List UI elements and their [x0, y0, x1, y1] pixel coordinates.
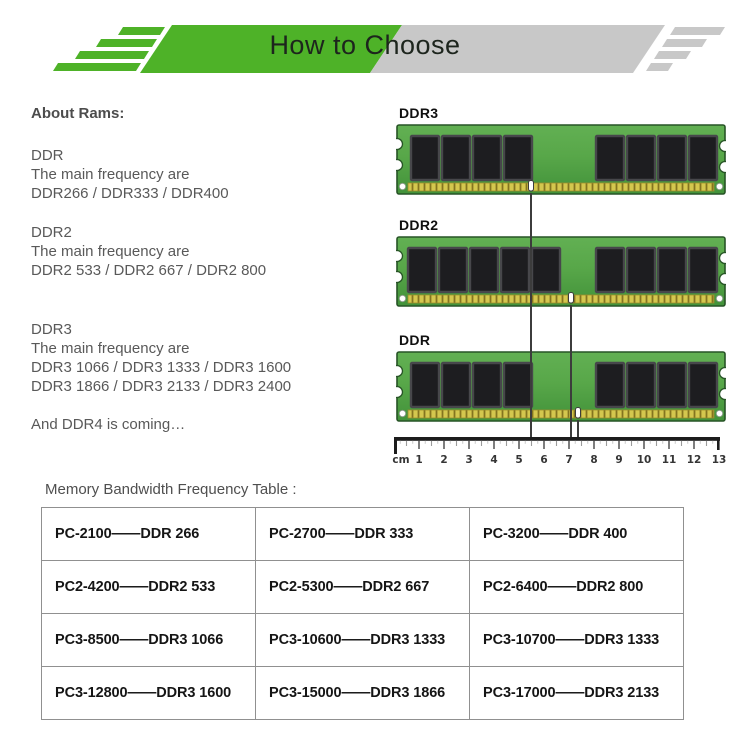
table-heading: Memory Bandwidth Frequency Table :: [45, 481, 297, 498]
svg-text:5: 5: [515, 454, 523, 466]
svg-text:4: 4: [490, 454, 498, 466]
svg-text:11: 11: [661, 454, 677, 466]
module-label-ddr3: DDR3: [399, 105, 439, 121]
ddr2-freq-list: DDR2 533 / DDR2 667 / DDR2 800: [31, 262, 267, 279]
module-label-ddr: DDR: [399, 332, 431, 348]
table-cell: PC2-6400——DDR2 800: [470, 561, 684, 614]
table-row: [42, 667, 684, 720]
module-label-ddr2: DDR2: [399, 217, 439, 233]
table-cell: PC2-4200——DDR2 533: [42, 561, 256, 614]
table-cell: PC3-8500——DDR3 1066: [42, 614, 256, 667]
about-section-ddr: [31, 146, 381, 203]
table-cell: PC3-17000——DDR3 2133: [470, 667, 684, 720]
table-cell: PC3-10700——DDR3 1333: [470, 614, 684, 667]
ruler-left-cap: [394, 437, 397, 454]
ddr-freq-list: DDR266 / DDR333 / DDR400: [31, 185, 229, 202]
ruler-right-cap: [717, 437, 720, 450]
frequency-table: [41, 507, 684, 720]
svg-text:12: 12: [686, 454, 702, 466]
table-row: [42, 561, 684, 614]
ruler-ticks: [400, 441, 713, 449]
gold-pins: [408, 295, 714, 303]
ddr2-freq-intro: The main frequency are: [31, 243, 190, 260]
ram-module-ddr3: [396, 124, 726, 195]
about-rams-text: [31, 104, 381, 434]
ddr3-name: DDR3: [31, 321, 72, 338]
svg-text:10: 10: [636, 454, 652, 466]
table-cell: PC-2100——DDR 266: [42, 508, 256, 561]
ddr3-freq-intro: The main frequency are: [31, 340, 190, 357]
banner-title: How to Choose: [269, 30, 461, 60]
key-notch: [576, 408, 581, 419]
svg-text:9: 9: [615, 454, 623, 466]
ddr4-footnote: And DDR4 is coming…: [31, 416, 186, 433]
svg-text:8: 8: [590, 454, 598, 466]
about-section-ddr3: [31, 320, 381, 396]
svg-text:2: 2: [440, 454, 448, 466]
table-cell: PC-3200——DDR 400: [470, 508, 684, 561]
about-section-ddr2: [31, 223, 381, 280]
key-notch: [569, 293, 574, 304]
table-cell: PC3-10600——DDR3 1333: [256, 614, 470, 667]
ddr3-notch-pointer-line: [530, 193, 532, 437]
table-cell: PC-2700——DDR 333: [256, 508, 470, 561]
gold-pins: [408, 410, 714, 418]
ram-module-ddr2: [396, 236, 726, 307]
svg-text:7: 7: [565, 454, 573, 466]
ddr-freq-intro: The main frequency are: [31, 166, 190, 183]
table-cell: PC3-12800——DDR3 1600: [42, 667, 256, 720]
table-row: [42, 614, 684, 667]
svg-text:3: 3: [465, 454, 473, 466]
ruler-unit-label: cm: [392, 454, 410, 466]
ram-module-ddr: [396, 351, 726, 422]
ddr2-notch-pointer-line: [570, 305, 572, 437]
ruler-labels: [392, 454, 726, 466]
cm-ruler: [388, 432, 733, 468]
ddr-notch-pointer-line: [577, 420, 579, 437]
table-cell: PC3-15000——DDR3 1866: [256, 667, 470, 720]
svg-text:6: 6: [540, 454, 548, 466]
about-heading: About Rams:: [31, 105, 125, 122]
ddr3-freq-list-1: DDR3 1066 / DDR3 1333 / DDR3 1600: [31, 359, 292, 376]
ddr3-freq-list-2: DDR3 1866 / DDR3 2133 / DDR3 2400: [31, 378, 292, 395]
ddr2-name: DDR2: [31, 224, 72, 241]
key-notch: [529, 181, 534, 192]
ddr-name: DDR: [31, 147, 64, 164]
table-cell: PC2-5300——DDR2 667: [256, 561, 470, 614]
gold-pins: [408, 183, 714, 191]
svg-text:13: 13: [711, 454, 727, 466]
svg-text:1: 1: [415, 454, 423, 466]
ruler-bar: [394, 437, 720, 441]
table-row: [42, 508, 684, 561]
